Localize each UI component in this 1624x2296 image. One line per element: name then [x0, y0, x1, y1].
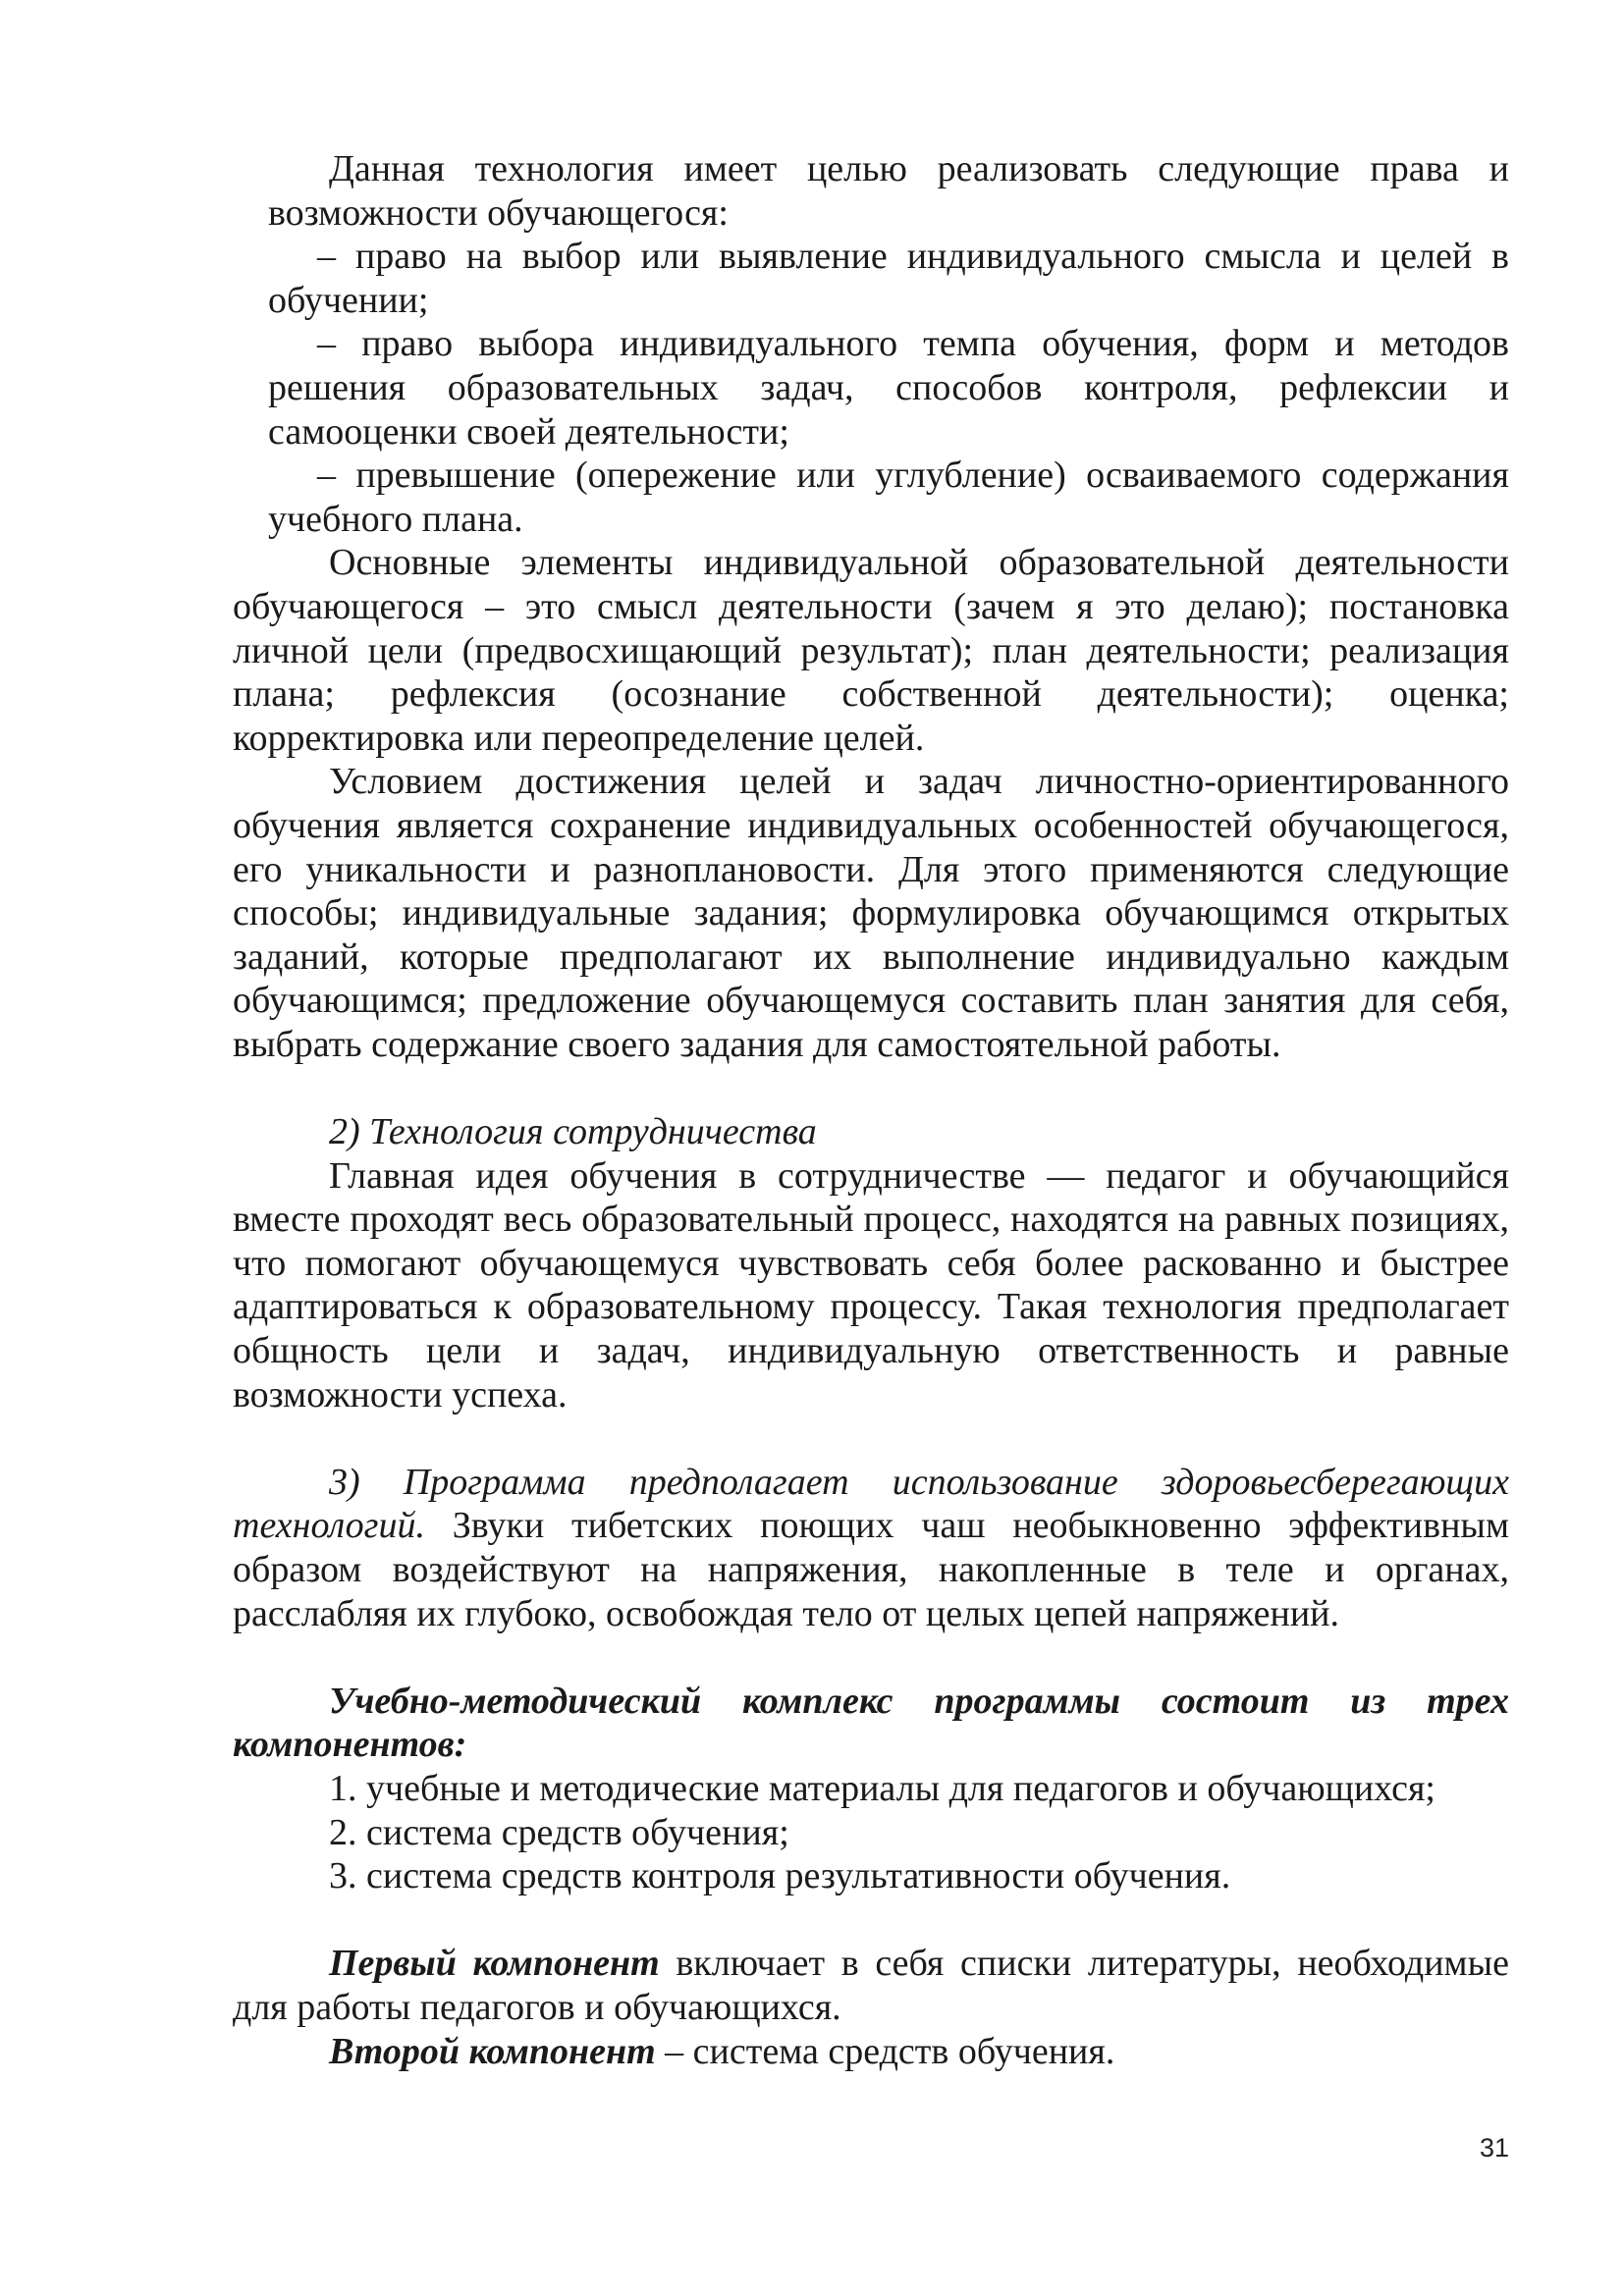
cooperation-heading: 2) Технология сотрудничества — [329, 1111, 817, 1153]
page-number: 31 — [1479, 2133, 1509, 2163]
spacer — [233, 1066, 1509, 1110]
spacer — [233, 1635, 1509, 1680]
elements-paragraph: Основные элементы индивидуальной образовательной деятельности обучающегося – это смысл деятельности (зачем я это делаю); постановка личной цели (предвосхищающий результат); план деятельности; реализация плана; рефлексия (осознание собственной деятельности); оценка; корректировка или переопределение целей. — [233, 542, 1509, 759]
complex-item-2: 2. система средств обучения; — [329, 1811, 789, 1853]
page-body — [233, 147, 1509, 2073]
first-component-paragraph — [233, 1942, 1509, 2029]
complex-list — [233, 1767, 1509, 1898]
cooperation-paragraph: Главная идея обучения в сотрудничестве — педагог и обучающийся вместе проходят весь образовательный процесс, находятся на равных позициях, что помогают обучающемуся чувствовать себя более раскованно и быстрее адаптироваться к образовательному процессу. Такая технология предполагает общность цели и задач, индивидуальную ответственность и равные возможности успеха. — [233, 1154, 1509, 1415]
first-component-text: включает в себя списки литературы, необходимые для работы педагогов и обучающихся. — [233, 1943, 1509, 2028]
intro-paragraph: Данная технология имеет целью реализовать следующие права и возможности обучающегося: — [268, 148, 1509, 234]
complex-item-3: 3. система средств контроля результативности обучения. — [329, 1855, 1231, 1897]
health-text: Звуки тибетских поющих чаш необыкновенно эффективным образом воздействуют на напряжения, накопленные в теле и органах, расслабляя их глубоко, освобождая тело от целых цепей напряжений. — [233, 1505, 1509, 1634]
health-paragraph — [233, 1461, 1509, 1635]
complex-heading: Учебно-методический комплекс программы состоит из трех компонентов: — [233, 1680, 1509, 1766]
spacer — [233, 1898, 1509, 1943]
right-item-1: – право на выбор или выявление индивидуального смысла и целей в обучении; — [268, 236, 1509, 321]
health-lead: 3) Программа предполагает использование здоровьесберегающих технологий. — [233, 1461, 1509, 1547]
second-component-lead: Второй компонент — [329, 2030, 656, 2072]
spacer — [233, 1416, 1509, 1461]
second-component-text: – система средств обучения. — [655, 2030, 1115, 2072]
second-component-paragraph — [233, 2030, 1509, 2074]
right-item-2: – право выбора индивидуального темпа обучения, форм и методов решения образовательных задач, способов контроля, рефлексии и самооценки своей деятельности; — [268, 323, 1509, 453]
conditions-paragraph: Условием достижения целей и задач личностно-ориентированного обучения является сохранение индивидуальных особенностей обучающегося, его уникальности и разноплановости. Для этого применяются следующие способы; индивидуальные задания; формулировка обучающимся открытых заданий, которые предполагают их выполнение индивидуально каждым обучающимся; предложение обучающемуся составить план занятия для себя, выбрать содержание своего задания для самостоятельной работы. — [233, 761, 1509, 1065]
right-item-3: – превышение (опережение или углубление) осваиваемого содержания учебного плана. — [268, 454, 1509, 540]
first-component-lead: Первый компонент — [329, 1943, 660, 1985]
complex-item-1: 1. учебные и методические материалы для педагогов и обучающихся; — [329, 1767, 1435, 1809]
